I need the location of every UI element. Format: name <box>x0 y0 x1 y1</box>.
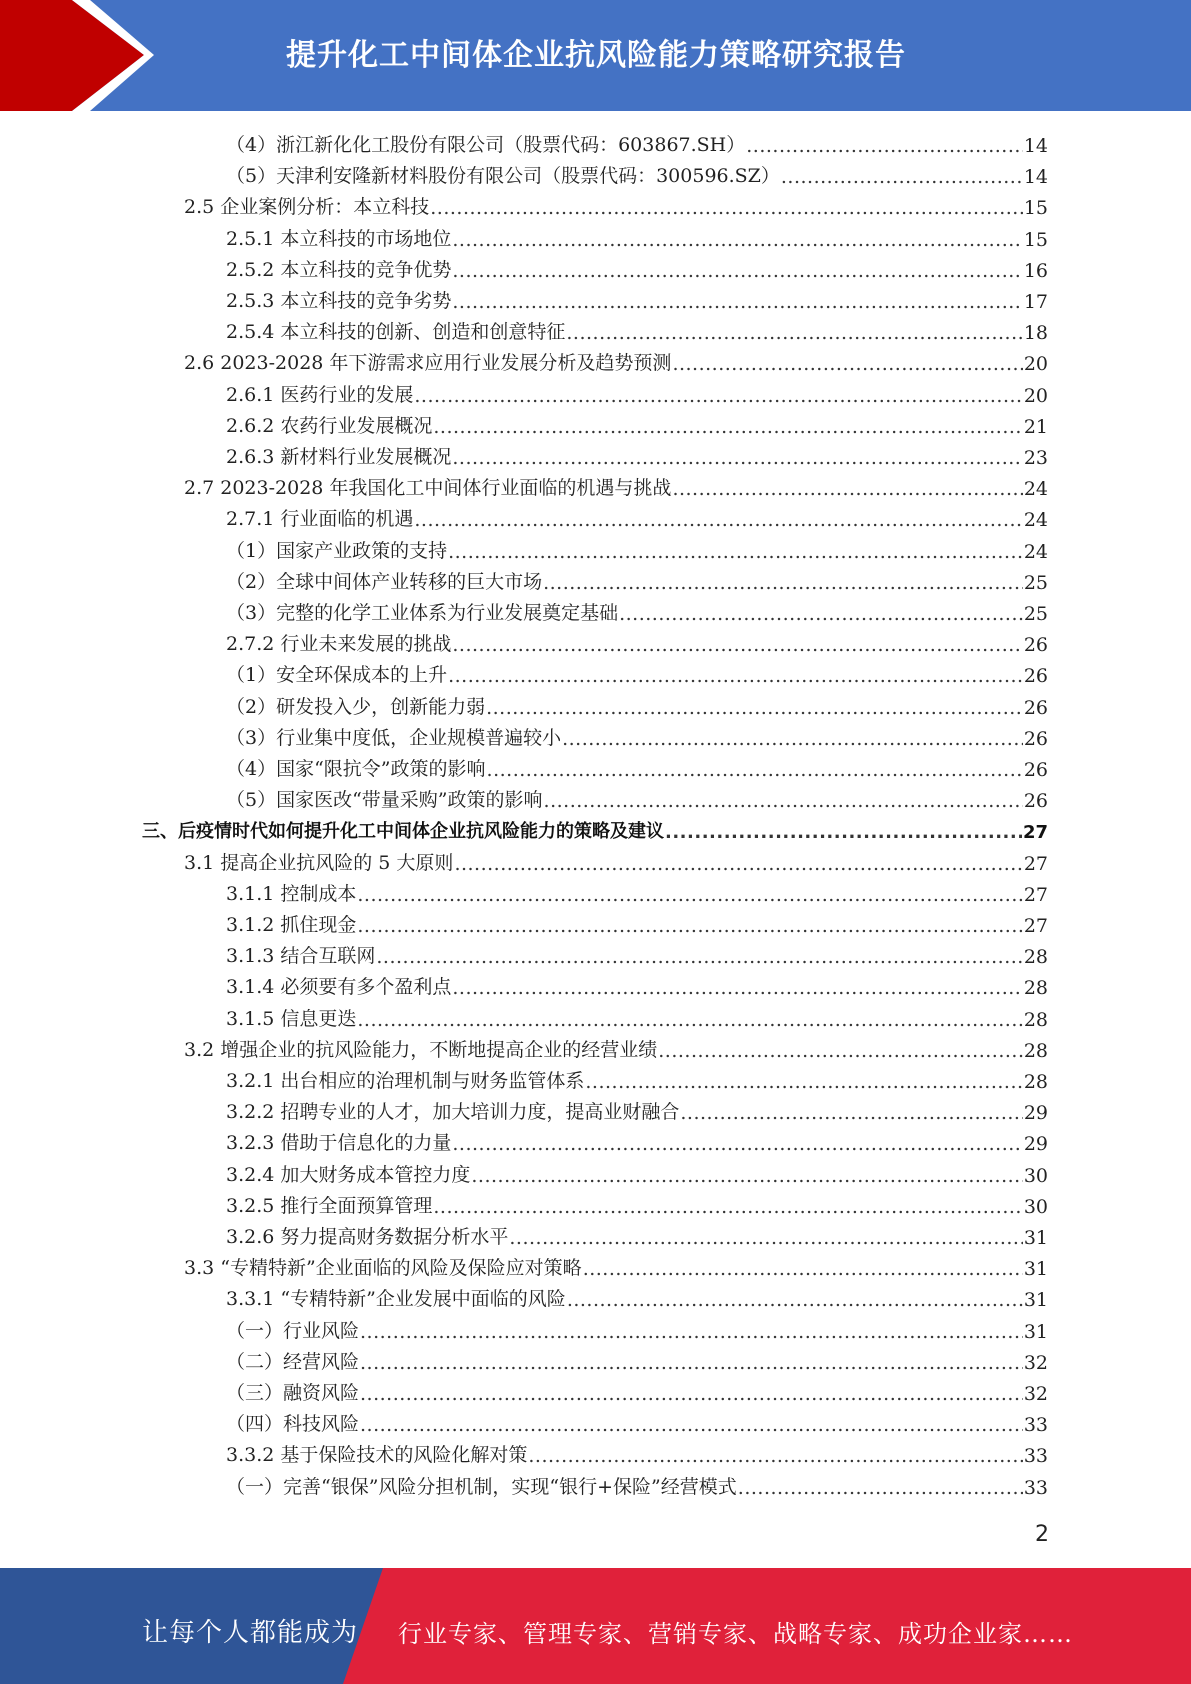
toc-entry-page: 26 <box>1023 790 1048 813</box>
toc-entry[interactable] <box>226 1001 1048 1031</box>
toc-entry-title: （四）科技风险 <box>226 1413 360 1436</box>
toc-dot-leader <box>454 853 1022 875</box>
toc-dot-leader <box>566 322 1022 344</box>
toc-entry-page: 28 <box>1023 1039 1048 1062</box>
toc-entry-page: 18 <box>1023 322 1048 345</box>
toc-entry-title: 2.7 2023-2028 年我国化工中间体行业面临的机遇与挑战 <box>184 477 672 500</box>
toc-dot-leader <box>360 1321 1023 1343</box>
toc-entry-page: 32 <box>1023 1383 1048 1405</box>
toc-entry-page: 14 <box>1023 135 1048 157</box>
toc-dot-leader <box>452 229 1022 251</box>
toc-entry[interactable] <box>142 813 1048 843</box>
toc-entry[interactable] <box>226 1063 1048 1093</box>
toc-entry[interactable] <box>184 1032 1048 1062</box>
toc-entry-title: （4）国家“限抗令”政策的影响 <box>226 758 486 780</box>
toc-dot-leader <box>665 822 1022 843</box>
header-arrow-graphic <box>0 0 300 111</box>
toc-dot-leader <box>433 416 1022 438</box>
toc-entry-page: 28 <box>1023 946 1048 969</box>
toc-entry-page: 26 <box>1023 665 1048 688</box>
toc-entry-page: 24 <box>1023 478 1048 501</box>
footer-slogan-left: 让每个人都能成为 <box>142 1618 359 1648</box>
toc-dot-leader <box>567 1289 1023 1311</box>
toc-dot-leader <box>430 197 1023 219</box>
toc-entry-page: 32 <box>1023 1351 1048 1374</box>
toc-dot-leader <box>360 1383 1023 1405</box>
toc-entry[interactable] <box>226 1281 1048 1311</box>
toc-dot-leader <box>452 291 1022 313</box>
toc-entry-title: 2.7.1 行业面临的机遇 <box>226 508 414 531</box>
toc-entry-page: 31 <box>1023 1227 1048 1249</box>
toc-entry-title: 3.2.6 努力提高财务数据分析水平 <box>226 1226 509 1248</box>
toc-entry-title: 3.3.1 “专精特新”企业发展中面临的风险 <box>226 1288 566 1311</box>
toc-dot-leader <box>471 1165 1022 1187</box>
toc-entry-page: 26 <box>1023 727 1048 750</box>
toc-dot-leader <box>357 1009 1022 1031</box>
toc-dot-leader <box>414 509 1022 531</box>
toc-entry-title: 2.6.1 医药行业的发展 <box>226 383 414 406</box>
toc-entry-page: 27 <box>1023 852 1048 875</box>
toc-entry-title: 3.2.4 加大财务成本管控力度 <box>226 1163 471 1186</box>
toc-entry-title: 3.1 提高企业抗风险的 5 大原则 <box>184 851 454 874</box>
toc-entry[interactable] <box>226 626 1048 656</box>
toc-entry-title: 3.2.5 推行全面预算管理 <box>226 1194 433 1217</box>
toc-entry-title: 3.2 增强企业的抗风险能力，不断地提高企业的经营业绩 <box>184 1038 658 1061</box>
toc-entry[interactable] <box>226 1219 1048 1249</box>
page-footer <box>0 1568 1191 1684</box>
toc-dot-leader <box>357 884 1022 906</box>
toc-dot-leader <box>543 572 1023 594</box>
report-title: 提升化工中间体企业抗风险能力策略研究报告 <box>286 38 906 73</box>
toc-dot-leader <box>658 1040 1023 1062</box>
toc-entry[interactable] <box>226 720 1048 750</box>
toc-entry[interactable] <box>226 1157 1048 1187</box>
toc-dot-leader <box>448 541 1023 563</box>
toc-entry[interactable] <box>226 595 1048 625</box>
toc-entry-title: （3）行业集中度低，企业规模普遍较小 <box>226 726 562 749</box>
toc-entry-page: 24 <box>1023 509 1048 532</box>
toc-entry-title: （三）融资风险 <box>226 1382 360 1404</box>
toc-dot-leader <box>452 977 1022 999</box>
toc-entry-page: 17 <box>1023 291 1048 313</box>
toc-entry[interactable] <box>226 1375 1048 1405</box>
toc-entry-page: 24 <box>1023 540 1048 563</box>
toc-entry[interactable] <box>226 876 1048 906</box>
toc-dot-leader <box>486 697 1023 719</box>
toc-entry-title: 3.1.2 抓住现金 <box>226 914 357 936</box>
toc-entry[interactable] <box>226 1188 1048 1218</box>
toc-dot-leader <box>528 1445 1022 1467</box>
toc-entry-title: （4）浙江新化化工股份有限公司（股票代码：603867.SH） <box>226 134 746 156</box>
toc-entry-page: 31 <box>1023 1289 1048 1312</box>
toc-entry[interactable] <box>226 283 1048 313</box>
toc-entry-page: 28 <box>1023 977 1048 1000</box>
toc-entry-page: 27 <box>1023 915 1048 937</box>
toc-dot-leader <box>452 634 1022 656</box>
toc-dot-leader <box>680 1102 1022 1124</box>
toc-entry-title: 2.5.2 本立科技的竞争优势 <box>226 258 452 281</box>
toc-dot-leader <box>433 1196 1022 1218</box>
toc-entry-title: 3.1.5 信息更迭 <box>226 1007 357 1030</box>
toc-entry-page: 14 <box>1023 166 1048 189</box>
toc-entry-page: 25 <box>1023 571 1048 594</box>
toc-entry-page: 26 <box>1023 696 1048 719</box>
toc-entry[interactable] <box>226 1406 1048 1436</box>
toc-entry-title: （5）国家医改“带量采购”政策的影响 <box>226 789 543 812</box>
toc-entry-title: （2）研发投入少，创新能力弱 <box>226 695 486 718</box>
toc-entry[interactable] <box>226 158 1048 188</box>
toc-entry[interactable] <box>226 127 1048 157</box>
toc-entry[interactable] <box>226 657 1048 687</box>
toc-dot-leader <box>360 1414 1023 1436</box>
toc-entry-page: 33 <box>1023 1445 1048 1468</box>
toc-dot-leader <box>414 385 1022 407</box>
toc-entry-page: 25 <box>1023 603 1048 625</box>
toc-entry-title: 2.7.2 行业未来发展的挑战 <box>226 633 452 656</box>
toc-entry[interactable] <box>226 938 1048 968</box>
toc-entry-title: 2.6 2023-2028 年下游需求应用行业发展分析及趋势预测 <box>184 352 672 375</box>
toc-entry[interactable] <box>184 1250 1048 1280</box>
toc-entry-page: 27 <box>1023 883 1048 906</box>
toc-entry-title: 3.3.2 基于保险技术的风险化解对策 <box>226 1444 528 1467</box>
toc-entry-title: （2）全球中间体产业转移的巨大市场 <box>226 570 543 593</box>
toc-entry-title: 3.1.3 结合互联网 <box>226 945 376 968</box>
toc-entry-title: （1）安全环保成本的上升 <box>226 664 448 687</box>
toc-entry[interactable] <box>226 1313 1048 1343</box>
toc-entry-page: 33 <box>1023 1414 1048 1437</box>
toc-dot-leader <box>746 135 1023 157</box>
toc-entry[interactable] <box>226 314 1048 344</box>
toc-entry[interactable] <box>226 907 1048 937</box>
toc-entry[interactable] <box>226 533 1048 563</box>
toc-entry[interactable] <box>226 408 1048 438</box>
toc-entry-title: （1）国家产业政策的支持 <box>226 539 448 562</box>
toc-entry-page: 33 <box>1023 1476 1048 1499</box>
toc-entry[interactable] <box>226 1125 1048 1155</box>
toc-dot-leader <box>672 353 1022 375</box>
toc-entry-page: 23 <box>1023 447 1048 469</box>
toc-entry-title: 2.5.4 本立科技的创新、创造和创意特征 <box>226 321 566 344</box>
toc-dot-leader <box>583 1258 1023 1280</box>
toc-dot-leader <box>781 166 1023 188</box>
page-header <box>0 0 1191 111</box>
toc-dot-leader <box>509 1227 1022 1249</box>
toc-entry-page: 30 <box>1023 1195 1048 1218</box>
toc-dot-leader <box>672 478 1022 500</box>
toc-entry-title: 3.2.3 借助于信息化的力量 <box>226 1132 452 1155</box>
toc-entry-page: 29 <box>1023 1102 1048 1125</box>
toc-entry-title: 3.1.1 控制成本 <box>226 882 357 905</box>
footer-slogan-right: 行业专家、管理专家、营销专家、战略专家、成功企业家…… <box>398 1620 1073 1648</box>
toc-dot-leader <box>452 260 1022 282</box>
toc-entry-title: （二）经营风险 <box>226 1350 360 1373</box>
toc-entry-title: 2.6.2 农药行业发展概况 <box>226 414 433 437</box>
toc-entry-page: 26 <box>1023 759 1048 781</box>
toc-entry[interactable] <box>226 221 1048 251</box>
toc-entry[interactable] <box>226 689 1048 719</box>
toc-dot-leader <box>619 603 1023 625</box>
toc-entry[interactable] <box>184 470 1048 500</box>
toc-dot-leader <box>738 1477 1023 1499</box>
toc-entry[interactable] <box>226 439 1048 469</box>
toc-dot-leader <box>452 447 1022 469</box>
toc-entry-title: 2.5 企业案例分析：本立科技 <box>184 196 430 219</box>
toc-entry-title: 3.3 “专精特新”企业面临的风险及保险应对策略 <box>184 1257 582 1280</box>
toc-dot-leader <box>585 1071 1022 1093</box>
toc-entry-page: 26 <box>1023 634 1048 657</box>
toc-entry-page: 29 <box>1023 1133 1048 1156</box>
toc-dot-leader <box>376 946 1022 968</box>
toc-dot-leader <box>487 759 1023 781</box>
toc-dot-leader <box>360 1352 1023 1374</box>
toc-dot-leader <box>544 790 1023 812</box>
toc-dot-leader <box>357 915 1022 937</box>
toc-entry[interactable] <box>184 189 1048 219</box>
toc-entry[interactable] <box>184 845 1048 875</box>
toc-entry-page: 15 <box>1023 228 1048 251</box>
toc-entry[interactable] <box>226 751 1048 781</box>
toc-entry[interactable] <box>226 1437 1048 1467</box>
toc-entry-title: 3.1.4 必须要有多个盈利点 <box>226 976 452 999</box>
toc-dot-leader <box>452 1133 1022 1155</box>
toc-entry[interactable] <box>184 345 1048 375</box>
toc-dot-leader <box>562 728 1023 750</box>
toc-entry[interactable] <box>226 1344 1048 1374</box>
toc-entry[interactable] <box>226 969 1048 999</box>
toc-entry-title: 2.5.3 本立科技的竞争劣势 <box>226 290 452 312</box>
toc-entry[interactable] <box>226 377 1048 407</box>
toc-entry-page: 15 <box>1023 197 1048 220</box>
toc-entry[interactable] <box>226 252 1048 282</box>
toc-entry-title: （3）完整的化学工业体系为行业发展奠定基础 <box>226 602 619 624</box>
toc-entry-page: 30 <box>1023 1164 1048 1187</box>
toc-entry-page: 28 <box>1023 1008 1048 1031</box>
toc-entry-title: 3.2.2 招聘专业的人才，加大培训力度，提高业财融合 <box>226 1101 680 1124</box>
toc-entry-title: （5）天津利安隆新材料股份有限公司（股票代码：300596.SZ） <box>226 165 780 188</box>
toc-entry-page: 16 <box>1023 259 1048 282</box>
toc-entry[interactable] <box>226 1469 1048 1499</box>
toc-entry[interactable] <box>226 564 1048 594</box>
toc-dot-leader <box>448 665 1023 687</box>
toc-entry-title: 2.6.3 新材料行业发展概况 <box>226 446 452 468</box>
toc-entry[interactable] <box>226 501 1048 531</box>
toc-entry[interactable] <box>226 1094 1048 1124</box>
toc-entry-page: 20 <box>1023 353 1048 376</box>
toc-entry[interactable] <box>226 782 1048 812</box>
toc-entry-page: 31 <box>1023 1320 1048 1343</box>
toc-entry-title: 2.5.1 本立科技的市场地位 <box>226 227 452 250</box>
toc-entry-page: 31 <box>1023 1258 1048 1281</box>
toc-entry-page: 21 <box>1023 415 1048 438</box>
page-number: 2 <box>1035 1522 1049 1547</box>
toc-entry-title: 三、后疫情时代如何提升化工中间体企业抗风险能力的策略及建议 <box>142 821 664 843</box>
toc-entry-page: 28 <box>1023 1071 1048 1093</box>
toc-entry-page: 20 <box>1023 384 1048 407</box>
toc-entry-title: （一）行业风险 <box>226 1319 360 1342</box>
toc-entry-title: （一）完善“银保”风险分担机制，实现“银行+保险”经营模式 <box>226 1475 737 1498</box>
toc-entry-page: 27 <box>1022 822 1048 844</box>
toc-entry-title: 3.2.1 出台相应的治理机制与财务监管体系 <box>226 1070 585 1092</box>
